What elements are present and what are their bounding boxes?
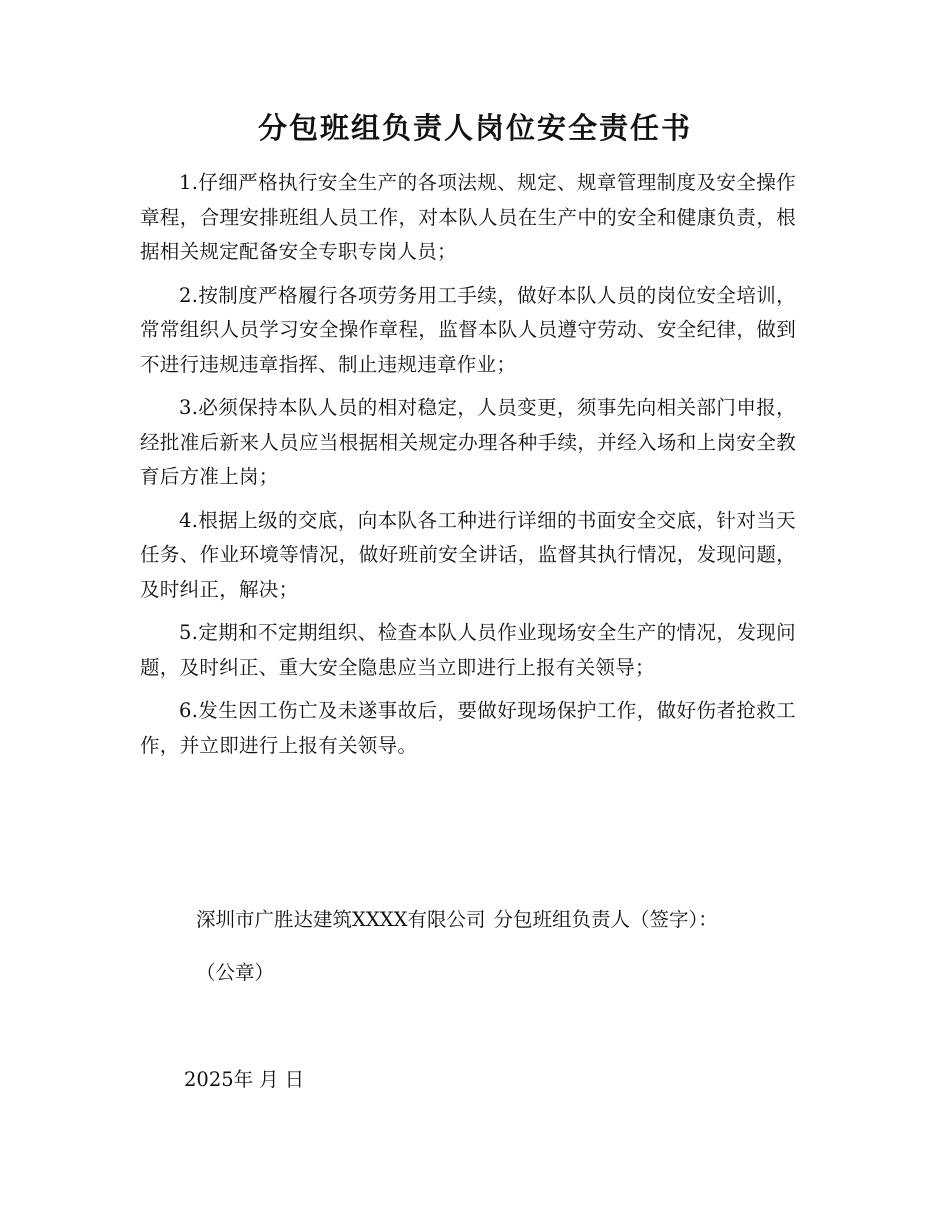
leader-signature-label: 分包班组负责人（签字）： (493, 908, 718, 931)
paragraph-4: 4.根据上级的交底，向本队各工种进行详细的书面安全交底，针对当天任务、作业环境等情况，做好班前安全讲话，监督其执行情况，发现问题，及时纠正，解决； (140, 508, 796, 601)
paragraph-3: 3.必须保持本队人员的相对稳定，人员变更，须事先向相关部门申报，经批准后新来人员应当根据相关规定办理各种手续，并经入场和上岗安全教育后方准上岗； (140, 396, 796, 488)
date-year: 2025年 (184, 1068, 254, 1091)
paragraph-5: 5.定期和不定期组织、检查本队人员作业现场安全生产的情况，发现问题，及时纠正、重大安全隐患应当立即进行上报有关领导； (140, 621, 796, 679)
seal-label: （公章） (196, 961, 275, 984)
document-body (140, 166, 796, 772)
date-day: 日 (284, 1068, 305, 1091)
document-title: 分包班组负责人岗位安全责任书 (257, 111, 692, 145)
signature-line (196, 903, 836, 937)
paragraph-2: 2.按制度严格履行各项劳务用工手续，做好本队人员的岗位安全培训，常常组织人员学习安全操作章程，监督本队人员遵守劳动、安全纪律，做到不进行违规违章指挥、制止违规违章作业； (140, 283, 796, 376)
company-name: 深圳市广胜达建筑XXXX有限公司 (196, 908, 486, 931)
paragraph-6: 6.发生因工伤亡及未遂事故后，要做好现场保护工作，做好伤者抢救工作，并立即进行上报有关领导。 (140, 699, 796, 757)
date-month: 月 (259, 1068, 279, 1091)
date-line (184, 1063, 310, 1097)
paragraph-1: 1.仔细严格执行安全生产的各项法规、规定、规章管理制度及安全操作章程，合理安排班组人员工作，对本队人员在生产中的安全和健康负责，根据相关规定配备安全专职专岗人员； (140, 171, 796, 263)
